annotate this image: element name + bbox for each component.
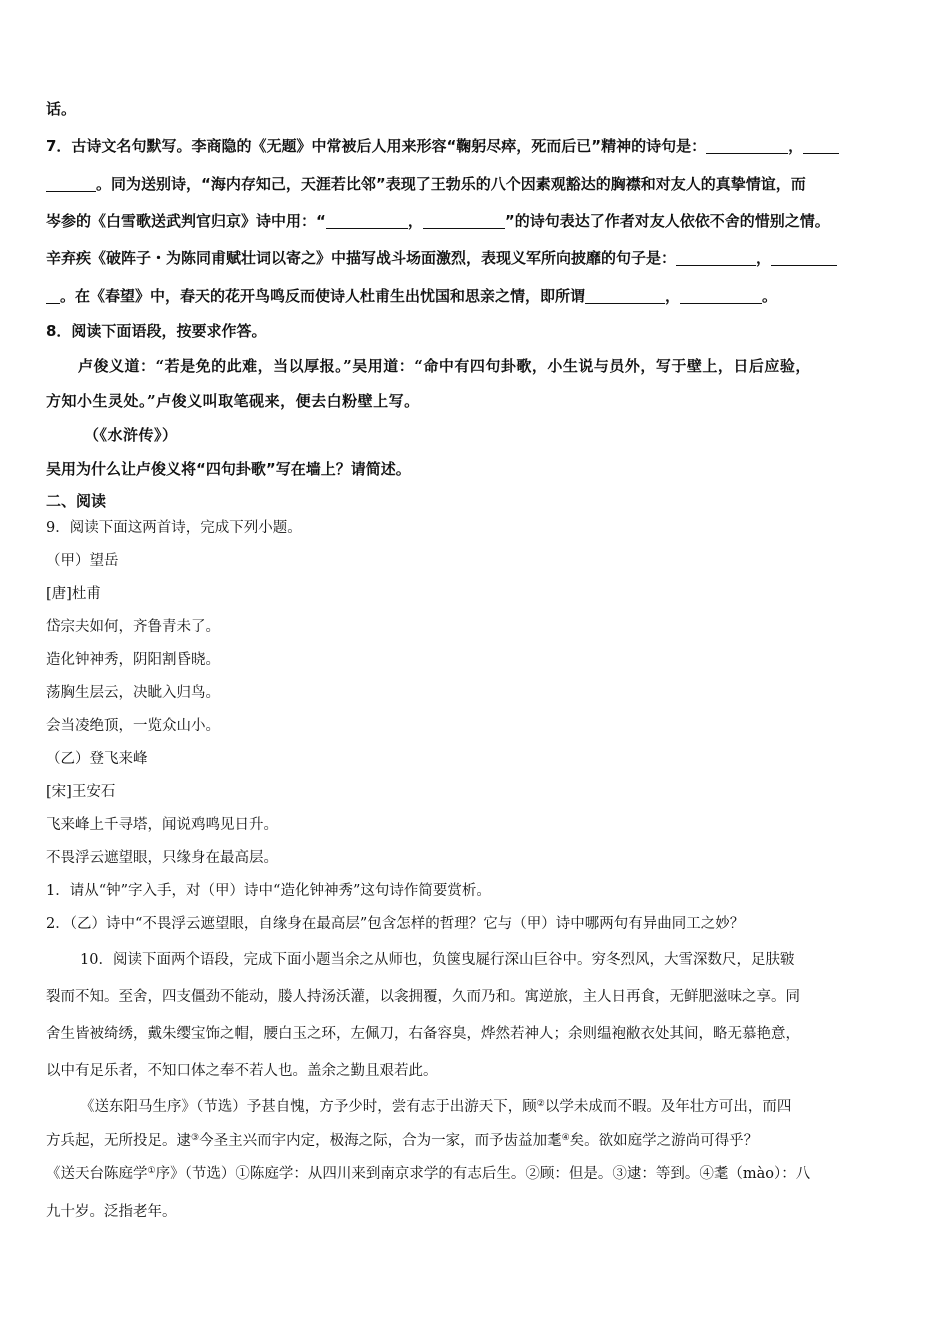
q8-question: 吴用为什么让卢俊义将“四句卦歌”写在墙上？请简述。: [46, 460, 411, 478]
q10-source: 《送东阳马生序》（节选）: [80, 1099, 247, 1115]
q8-title: 8．阅读下面语段，按要求作答。: [46, 322, 267, 340]
q7-text: 。同为送别诗，“海内存知己，天涯若比邻”表现了王勃乐的八个因素观豁达的胸襟和对友人的真挚情谊，而: [96, 175, 806, 193]
answer-blank[interactable]: [423, 214, 505, 229]
poem-a-title: （甲）望岳: [46, 553, 119, 569]
section-heading: 二、阅读: [46, 492, 107, 510]
q9-title: 9．阅读下面这两首诗，完成下列小题。: [46, 520, 302, 536]
q10-text: 予甚自愧，方予少时，尝有志于出游天下，顾: [246, 1099, 537, 1115]
footnote-marker: ①: [147, 1166, 156, 1176]
answer-blank[interactable]: [585, 289, 665, 304]
q7-line-5: [46, 285, 777, 306]
q10-text: 方兵起，无所投足。逮: [46, 1133, 191, 1149]
poem-line: 飞来峰上千寻塔，闻说鸡鸣见日升。: [46, 817, 278, 833]
answer-blank[interactable]: [676, 251, 756, 266]
q10-line-3: 舍生皆被绮绣，戴朱缨宝饰之帽，腰白玉之环，左佩刀，右备容臭，烨然若神人；余则缊袍敝衣处其间，略无慕艳意，: [46, 1026, 800, 1042]
q7-text: ，: [756, 249, 772, 267]
q10-source: 《送天台陈庭学: [46, 1166, 148, 1182]
answer-blank[interactable]: [680, 289, 762, 304]
q7-text: ”的诗句表达了作者对友人依依不舍的惜别之情。: [504, 212, 830, 230]
q10-intro: 10．阅读下面两个语段，完成下面小题: [80, 952, 331, 968]
q10-line-8: 九十岁。泛指老年。: [46, 1204, 177, 1220]
q7-line-1: [46, 135, 839, 156]
footnote-marker: ④: [561, 1133, 570, 1143]
q8-passage-line-1: 卢俊义道：“若是免的此难，当以厚报。”吴用道：“命中有四句卦歌，小生说与员外，写于壁上，日后应验，: [78, 357, 811, 375]
q10-line-4: 以中有足乐者，不知口体之奉不若人也。盖余之勤且艰若此。: [46, 1063, 438, 1079]
poem-a-author: [唐]杜甫: [46, 586, 101, 602]
poem-b-author: [宋]王安石: [46, 784, 116, 800]
q7-text: 岑参的《白雪歌送武判官归京》诗中用：“: [46, 212, 326, 230]
q10-line-7: [46, 1162, 810, 1183]
q7-text: ，: [665, 287, 681, 305]
answer-blank[interactable]: [326, 214, 408, 229]
q9-subquestion-2: 2．（乙）诗中“不畏浮云遮望眼，自缘身在最高层”包含怎样的哲理？它与（甲）诗中哪两句有异曲同工之妙？: [46, 916, 745, 932]
q10-text: 今圣主兴而宇内定，极海之际，合为一家，而予齿益加耄: [199, 1133, 562, 1149]
q7-text: ，: [407, 212, 423, 230]
q10-line-6: [46, 1129, 758, 1150]
poem-line: 荡胸生层云，决眦入归鸟。: [46, 685, 220, 701]
poem-line: 岱宗夫如何，齐鲁青未了。: [46, 619, 220, 635]
q7-text: ，: [788, 137, 804, 155]
q10-line-2: 裂而不知。至舍，四支僵劲不能动，媵人持汤沃灌，以衾拥覆，久而乃和。寓逆旅，主人日再食，无鲜肥滋味之享。同: [46, 989, 800, 1005]
answer-blank[interactable]: [706, 139, 788, 154]
q10-notes: 序》（节选）①陈庭学：从四川来到南京求学的有志后生。②顾：但是。③逮：等到。④耄（mào）：八: [155, 1166, 811, 1182]
q7-text: 。: [762, 287, 778, 305]
q7-line-2: [46, 173, 806, 194]
q7-line-3: [46, 210, 830, 231]
answer-blank[interactable]: [803, 139, 839, 154]
q8-passage-line-2: 方知小生灵处。”卢俊义叫取笔砚来，便去白粉壁上写。: [46, 392, 420, 410]
answer-blank[interactable]: [46, 289, 60, 304]
q7-line-4: [46, 247, 837, 268]
poem-b-title: （乙）登飞来峰: [46, 751, 148, 767]
continuation-text: 话。: [46, 100, 77, 118]
poem-line: 造化钟神秀，阴阳割昏晓。: [46, 652, 220, 668]
q10-text: 矣。欲如庭学之游尚可得乎？: [569, 1133, 759, 1149]
answer-blank[interactable]: [46, 177, 96, 192]
q9-subquestion-1: 1．请从“钟”字入手，对（甲）诗中“造化钟神秀”这句诗作简要赏析。: [46, 883, 491, 899]
footnote-marker: ③: [191, 1133, 200, 1143]
q10-line-5: [80, 1095, 791, 1116]
q8-source: （《水浒传》）: [84, 426, 178, 444]
q10-text: 以学未成而不暇。及年壮方可出，而四: [544, 1099, 792, 1115]
q7-text: 辛弃疾《破阵子・为陈同甫赋壮词以寄之》中描写战斗场面激烈，表现义军所向披靡的句子是：: [46, 249, 677, 267]
poem-line: 不畏浮云遮望眼，只缘身在最高层。: [46, 850, 278, 866]
q7-text: 7．古诗文名句默写。李商隐的《无题》中常被后人用来形容“鞠躬尽瘁，死而后已”精神的诗句是：: [46, 137, 707, 155]
footnote-marker: ②: [536, 1099, 545, 1109]
poem-line: 会当凌绝顶，一览众山小。: [46, 718, 220, 734]
answer-blank[interactable]: [771, 251, 837, 266]
q10-text: 当余之从师也，负箧曳屣行深山巨谷中。穷冬烈风，大雪深数尺，足肤皲: [330, 952, 795, 968]
q7-text: 。在《春望》中，春天的花开鸟鸣反而使诗人杜甫生出忧国和思亲之情，即所谓: [60, 287, 586, 305]
q10-line-1: [80, 948, 794, 969]
